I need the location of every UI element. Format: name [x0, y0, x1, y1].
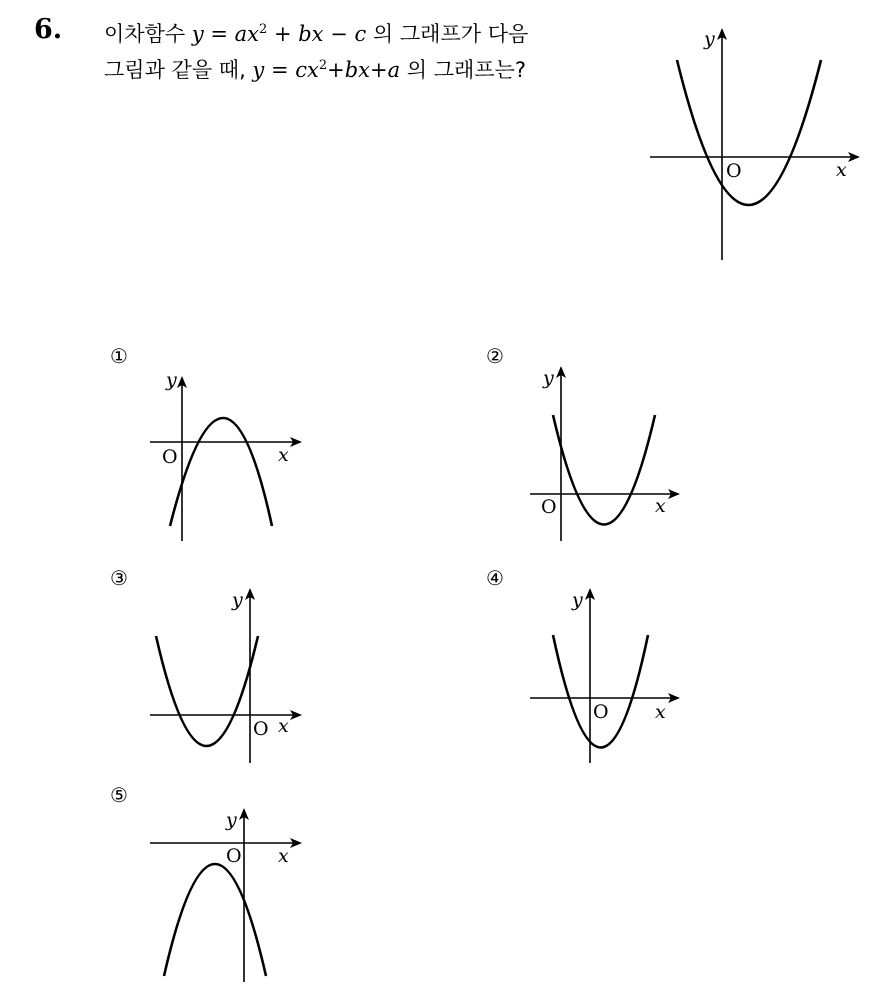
choice-4-origin-label: O [593, 701, 609, 723]
choice-1-y-label: y [166, 369, 177, 391]
question-line-2-prefix: 그림과 같을 때, [104, 58, 253, 82]
question-line-1-prefix: 이차함수 [104, 22, 192, 46]
choice-4-marker[interactable]: ④ [486, 566, 504, 590]
choice-2-x-label: x [655, 495, 666, 517]
given-equation: $y = ax^2$ + bx − c [191, 22, 367, 46]
choice-1-marker[interactable]: ① [110, 344, 128, 368]
choice-5-origin-label: O [226, 845, 242, 867]
question-number: 6. [34, 14, 63, 45]
choice-2-y-label: y [543, 367, 554, 389]
choice-2-marker[interactable]: ② [486, 344, 504, 368]
choice-3-origin-label: O [253, 718, 269, 740]
question-line-1-suffix: 의 그래프가 다음 [366, 22, 529, 46]
question-line-2-suffix: 의 그래프는? [400, 58, 527, 82]
choice-5-parabola [164, 864, 266, 976]
choice-4-x-label: x [655, 701, 666, 723]
choice-5-y-label: y [226, 809, 237, 831]
given-y-label: y [704, 28, 715, 50]
target-equation: $y = cx^2+bx+a$ [252, 58, 401, 82]
choice-3-y-label: y [232, 589, 243, 611]
choice-5-marker[interactable]: ⑤ [110, 783, 128, 807]
choice-1-origin-label: O [162, 446, 178, 468]
choice-3-marker[interactable]: ③ [110, 566, 128, 590]
choice-1-x-label: x [278, 444, 289, 466]
given-origin-label: O [726, 160, 742, 182]
choice-5-x-label: x [278, 845, 289, 867]
choice-2-origin-label: O [541, 496, 557, 518]
choice-4-y-label: y [572, 589, 583, 611]
choice-3-x-label: x [278, 715, 289, 737]
given-x-label: x [836, 159, 847, 181]
